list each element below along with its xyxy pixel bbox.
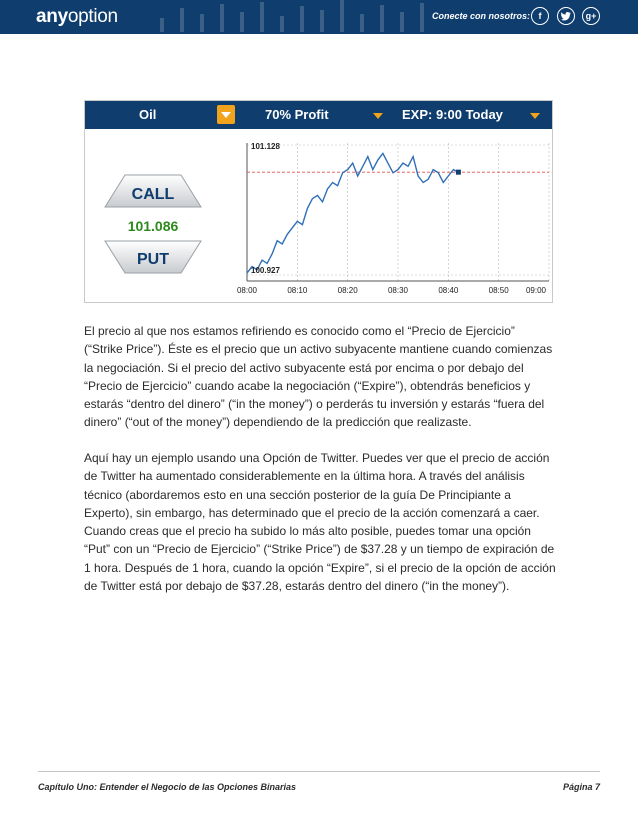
- price-series-line: [247, 153, 458, 273]
- y-label-top: 101.128: [251, 142, 280, 151]
- connect-label: Conecte con nosotros:: [432, 11, 531, 21]
- widget-top-bar: [85, 101, 552, 129]
- decorative-candlesticks: [150, 0, 450, 34]
- twitter-icon[interactable]: [557, 7, 575, 25]
- twitter-bird-glyph: [561, 12, 571, 21]
- trading-widget-screenshot: [84, 100, 553, 303]
- chart-grid: [247, 143, 549, 281]
- profit-dropdown-icon[interactable]: [373, 113, 383, 119]
- put-label: PUT: [137, 251, 169, 268]
- x-tick-labels: [237, 286, 547, 295]
- anyoption-logo[interactable]: [36, 6, 118, 28]
- x-tick-label: 08:20: [337, 286, 358, 295]
- call-put-panel: [99, 171, 209, 281]
- paragraph-twitter-example: Aquí hay un ejemplo usando una Opción de Twitter. Puedes ver que el precio de acción de Twitter ha aumentado considerablemente en la última hora. A través del análisis técnico (abordaremos esto en una sección posterior de la guía De Principiante a Experto), sin embargo, has determinado que el precio de la acción comenzará a caer. Cuando creas que el precio ha subido lo más alto posible, puedes tomar una opción “Put” con un “Precio de Ejercicio” (“Strike Price”) de $37.28 y un tiempo de expiración de 1 hora. Después de 1 hora, cuando la opción “Expire”, si el precio de la opción de acción de Twitter está por debajo de $37.28, estarás dentro del dinero (“in the money”).: [84, 451, 556, 594]
- logo-rest-text: option: [67, 6, 118, 27]
- y-label-bottom: 100.927: [251, 266, 280, 275]
- facebook-icon[interactable]: f: [531, 7, 549, 25]
- asset-dropdown-button[interactable]: [217, 105, 235, 124]
- footer-chapter-title: Capítulo Uno: Entender el Negocio de las Opciones Binarias: [38, 782, 297, 792]
- google-plus-icon[interactable]: g+: [582, 7, 600, 25]
- x-tick-label: 08:50: [488, 286, 509, 295]
- asset-label: Oil: [139, 107, 157, 122]
- header-bar: [0, 0, 638, 34]
- call-label: CALL: [131, 186, 175, 203]
- profit-label: 70% Profit: [265, 107, 329, 122]
- x-tick-label: 08:30: [387, 286, 409, 295]
- x-tick-label: 08:40: [438, 286, 459, 295]
- expiry-label: EXP: 9:00 Today: [402, 107, 503, 122]
- expiry-dropdown-icon[interactable]: [530, 113, 540, 119]
- logo-bold-text: any: [36, 6, 68, 27]
- x-tick-label: 09:00: [525, 286, 547, 295]
- current-price: 101.086: [127, 218, 179, 234]
- x-tick-label: 08:10: [287, 286, 308, 295]
- last-price-marker: [456, 170, 461, 175]
- paragraph-strike-price: El precio al que nos estamos refiriendo es conocido como el “Precio de Ejercicio” (“Strike Price”). Éste es el precio que un activo subyacente mantiene cuando comienzas la negociación. Si el precio del activo subyacente está por encima o por debajo del “Precio de Ejercicio” cuando acabe la negociación (“Expire”), obtendrás beneficios y estarás “dentro del dinero” (“in the money”) o perderás tu inversión y estarás “fuera del dinero” (“out of the money”) dependiendo de la predicción que realizaste.: [84, 324, 553, 430]
- footer-divider: [38, 771, 600, 772]
- footer-page-number: Página 7: [562, 782, 600, 792]
- price-chart: [233, 135, 552, 300]
- x-tick-label: 08:00: [236, 286, 258, 295]
